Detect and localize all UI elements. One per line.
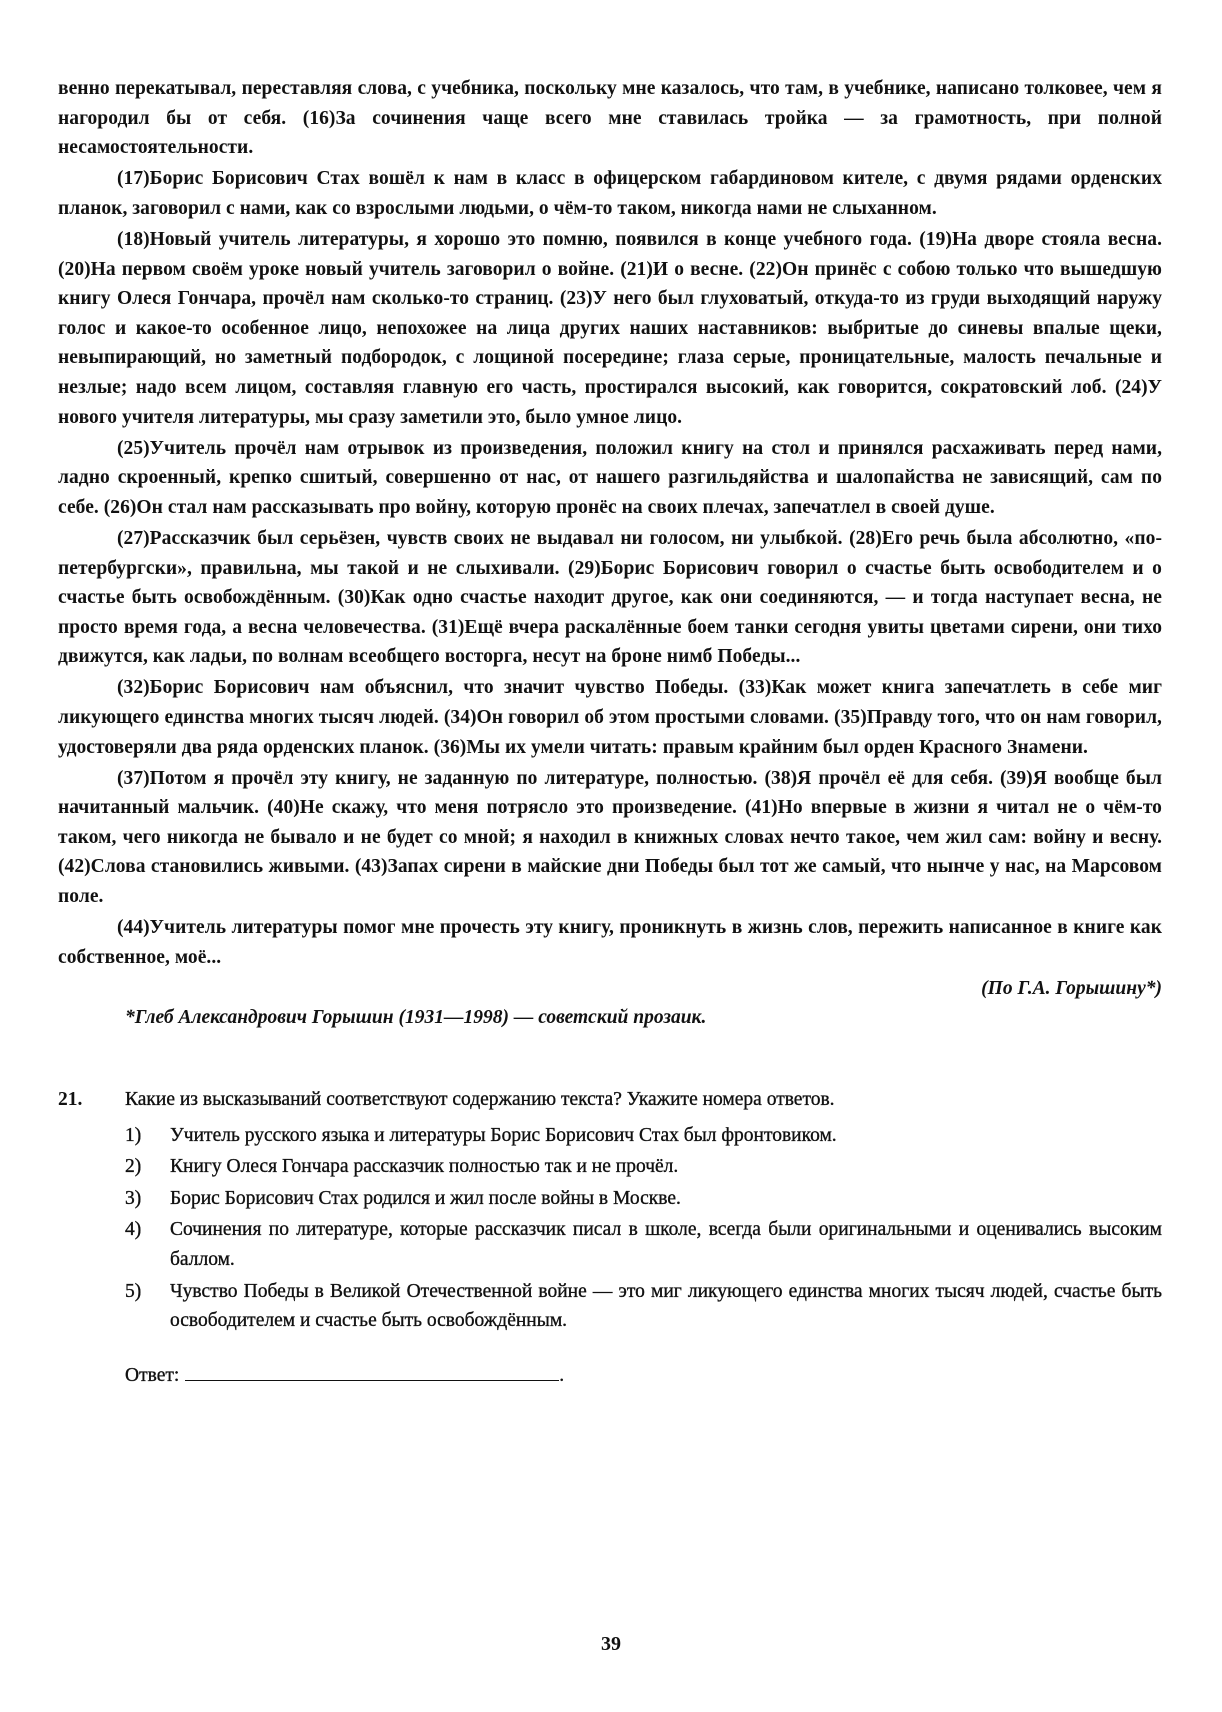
answer-option (125, 1121, 1162, 1151)
answer-option (125, 1152, 1162, 1182)
text-paragraph-5: (27)Рассказчик был серьёзен, чувств своих не выдавал ни голосом, ни улыбкой. (28)Его речь была абсолютно, «по-петербургски», правильна, мы такой и не слыхивали. (29)Борис Борисович говорил о счастье быть освободителем и о счастье быть освобождённым. (30)Как одно счастье находит другое, как они соединяются, — и тогда наступает весна, не просто время года, а весна человечества. (31)Ещё вчера раскалённые боем танки сегодня увиты цветами сирени, они тихо движутся, как ладьи, по волнам всеобщего восторга, несут на броне нимб Победы... (58, 527, 1162, 668)
answer-option (125, 1277, 1162, 1336)
option-number: 4) (125, 1219, 142, 1241)
answer-options (125, 1121, 1162, 1336)
answer-label: Ответ: (125, 1364, 180, 1386)
task-number: 21. (58, 1089, 83, 1110)
author-footnote: *Глеб Александрович Горышин (1931—1998) — советский прозаик. (125, 1007, 707, 1029)
option-text: Борис Борисович Стах родился и жил после войны в Москве. (170, 1187, 681, 1209)
answer-option (125, 1215, 1162, 1274)
task-21 (58, 1085, 1162, 1390)
option-text: Чувство Победы в Великой Отечественной войне — это миг ликующего единства многих тысяч людей, счастье быть освободителем и счастье быть освобождённым. (170, 1280, 1162, 1332)
option-text: Книгу Олеся Гончара рассказчик полностью так и не прочёл. (170, 1156, 679, 1178)
answer-option (125, 1184, 1162, 1214)
option-number: 3) (125, 1187, 142, 1209)
text-paragraph-8: (44)Учитель литературы помог мне прочесть эту книгу, проникнуть в жизнь слов, пережить написанное в книге как собственное, моё... (58, 917, 1162, 968)
answer-blank-line[interactable] (185, 1360, 559, 1381)
text-source: (По Г.А. Горышину*) (981, 977, 1162, 999)
text-paragraph-4: (25)Учитель прочёл нам отрывок из произведения, положил книгу на стол и принялся расхаживать перед нами, ладно скроенный, крепко сшитый, совершенно от нас, от нашего разгильдяйства и шалопайства не зависящий, сам по себе. (26)Он стал нам рассказывать про войну, которую пронёс на своих плечах, запечатлел в своей душе. (58, 437, 1162, 518)
answer-end-punctuation: . (559, 1364, 565, 1386)
task-question: Какие из высказываний соответствуют содержанию текста? Укажите номера ответов. (125, 1089, 835, 1110)
option-number: 5) (125, 1280, 142, 1302)
text-paragraph-2: (17)Борис Борисович Стах вошёл к нам в класс в офицерском габардиновом кителе, с двумя рядами орденских планок, заговорил с нами, как со взрослыми людьми, о чём-то таком, никогда нами не слыханном. (58, 168, 1162, 219)
text-paragraph-7: (37)Потом я прочёл эту книгу, не заданную по литературе, полностью. (38)Я прочёл её для себя. (39)Я вообще был начитанный мальчик. (40)Не скажу, что меня потрясло это произведение. (41)Но впервые в жизни я читал не о чём-то таком, чего никогда не бывало и не будет со мной; я находил в книжных словах нечто такое, чем жил сам: войну и весну. (42)Слова становились живыми. (43)Запах сирени в майские дни Победы был тот же самый, что нынче у нас, на Марсовом поле. (58, 767, 1162, 908)
text-paragraph-3: (18)Новый учитель литературы, я хорошо это помню, появился в конце учебного года. (19)На дворе стояла весна. (20)На первом своём уроке новый учитель заговорил о войне. (21)И о весне. (22)Он принёс с собою только что вышедшую книгу Олеся Гончара, прочёл нам сколько-то страниц. (23)У него был глуховатый, откуда-то из груди выходящий наружу голос и какое-то особенное лицо, непохожее на лица других наших наставников: выбритые до синевы впалые щеки, невыпирающий, но заметный подбородок, с лощиной посередине; глаза серые, проницательные, малость печальные и незлые; надо всем лицом, составляя главную его часть, простирался высокий, как говорится, сократовский лоб. (24)У нового учителя литературы, мы сразу заметили это, было умное лицо. (58, 228, 1162, 428)
answer-row (125, 1360, 1162, 1391)
option-number: 1) (125, 1124, 142, 1146)
option-text: Учитель русского языка и литературы Борис Борисович Стах был фронтовиком. (170, 1124, 837, 1146)
option-number: 2) (125, 1156, 142, 1178)
option-text: Сочинения по литературе, которые рассказчик писал в школе, всегда были оригинальными и оценивались высоким баллом. (170, 1219, 1162, 1270)
page-content (58, 74, 1162, 1390)
text-paragraph-6: (32)Борис Борисович нам объяснил, что значит чувство Победы. (33)Как может книга запечатлеть в себе миг ликующего единства многих тысяч людей. (34)Он говорил об этом простыми словами. (35)Правду того, что он нам говорил, удостоверяли два ряда орденских планок. (36)Мы их умели читать: правым крайним был орден Красного Знамени. (58, 677, 1162, 758)
text-paragraph-1: венно перекатывал, переставляя слова, с учебника, поскольку мне казалось, что там, в учебнике, написано толковее, чем я нагородил бы от себя. (16)За сочинения чаще всего мне ставилась тройка — за грамотность, при полной несамостоятельности. (58, 78, 1162, 159)
page-number: 39 (601, 1633, 621, 1655)
